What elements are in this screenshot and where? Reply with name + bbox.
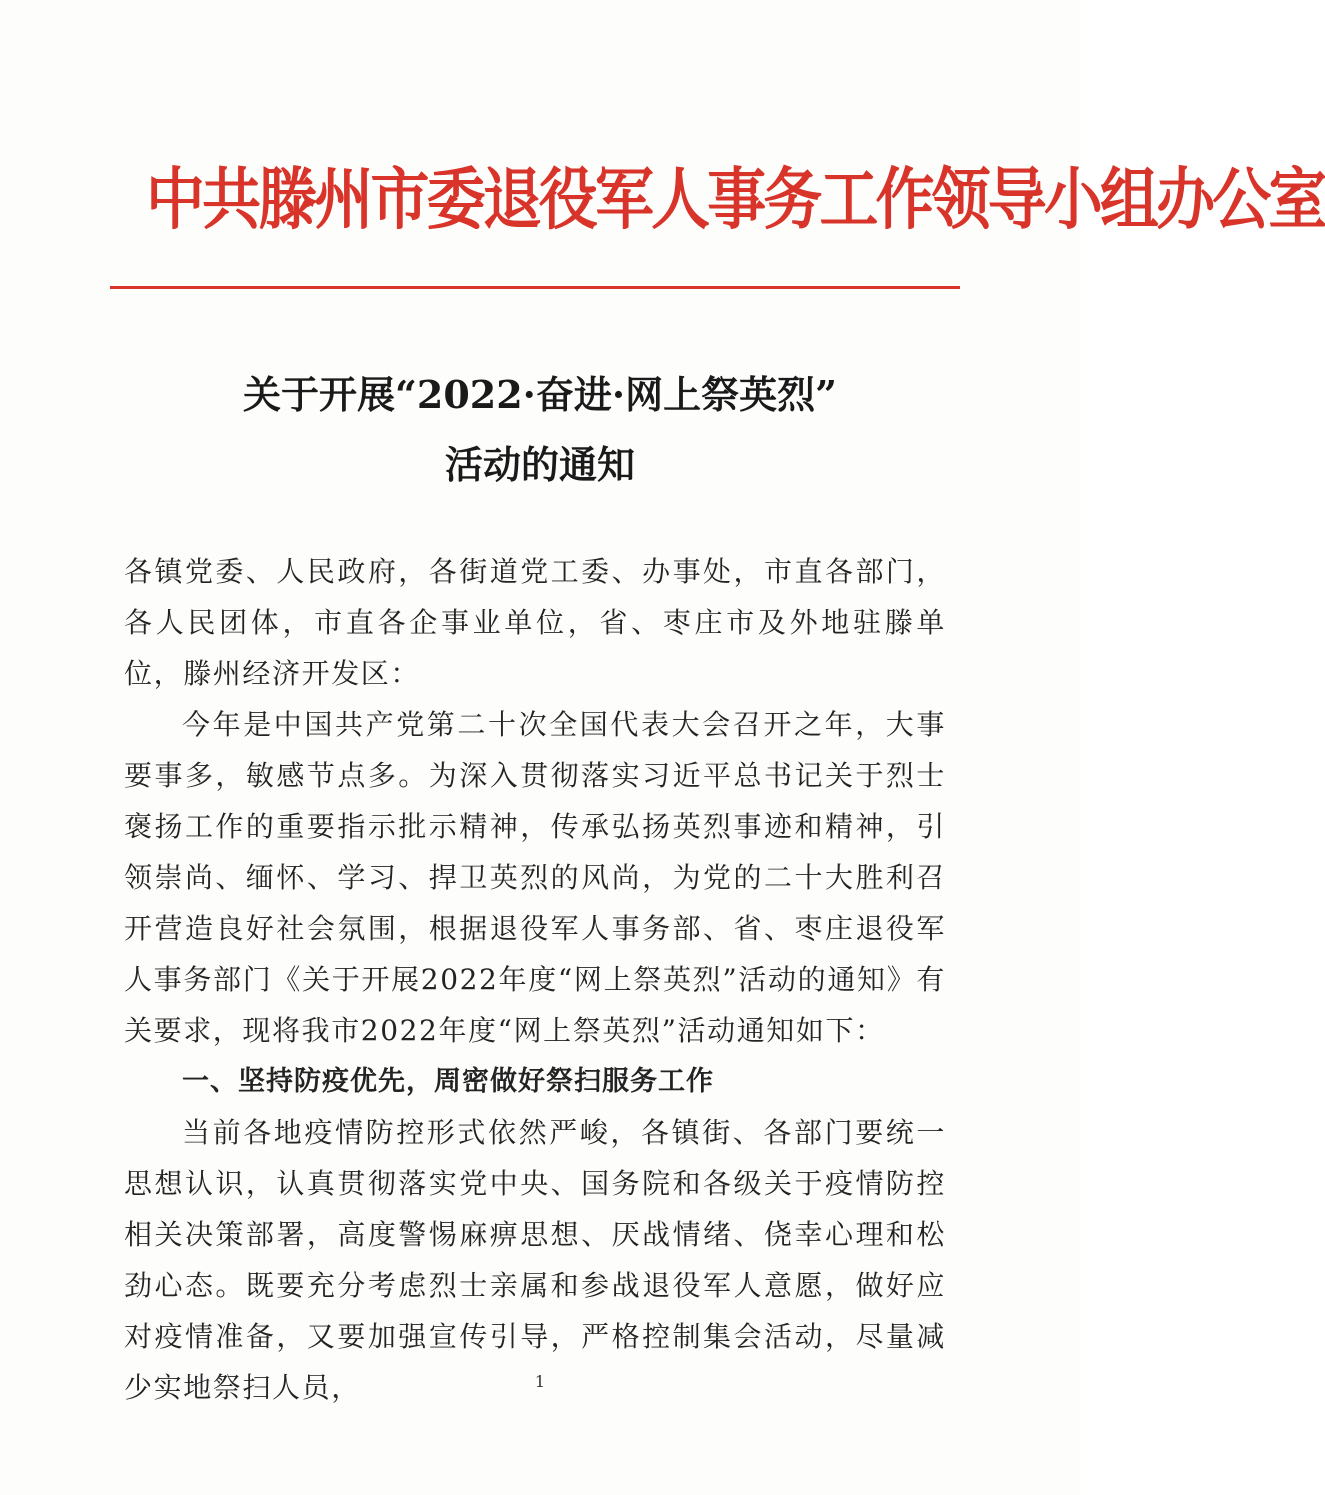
page-number: 1 [534,1372,546,1391]
section-heading-1: 一、坚持防疫优先，周密做好祭扫服务工作 [182,1066,714,1097]
document-title-line-2: 活动的通知 [444,442,635,487]
issuing-organization-header: 中共滕州市委退役军人事务工作领导小组办公室 [146,161,1325,240]
red-divider-line [110,286,960,289]
document-title-line-1: 关于开展“2022·奋进·网上祭英烈” [243,372,837,417]
section-1-paragraph: 当前各地疫情防控形式依然严峻，各镇街、各部门要统一思想认识，认真贯彻落实党中央、国务院和各级关于疫情防控相关决策部署，高度警惕麻痹思想、厌战情绪、侥幸心理和松劲心态。既要充分考虑烈士亲属和参战退役军人意愿，做好应对疫情准备，又要加强宣传引导，严格控制集会活动，尽量减少实地祭扫人员， [124,1116,946,1404]
intro-paragraph: 今年是中国共产党第二十次全国代表大会召开之年，大事要事多，敏感节点多。为深入贯彻落实习近平总书记关于烈士褒扬工作的重要指示批示精神，传承弘扬英烈事迹和精神，引领崇尚、缅怀、学习、捍卫英烈的风尚，为党的二十大胜利召开营造良好社会氛围，根据退役军人事务部、省、枣庄退役军人事务部门《关于开展2022年度“网上祭英烈”活动的通知》有关要求，现将我市2022年度“网上祭英烈”活动通知如下： [124,708,946,1047]
document-body [124,546,946,1413]
addressee-paragraph: 各镇党委、人民政府，各街道党工委、办事处，市直各部门，各人民团体，市直各企事业单位，省、枣庄市及外地驻滕单位，滕州经济开发区： [124,555,946,690]
